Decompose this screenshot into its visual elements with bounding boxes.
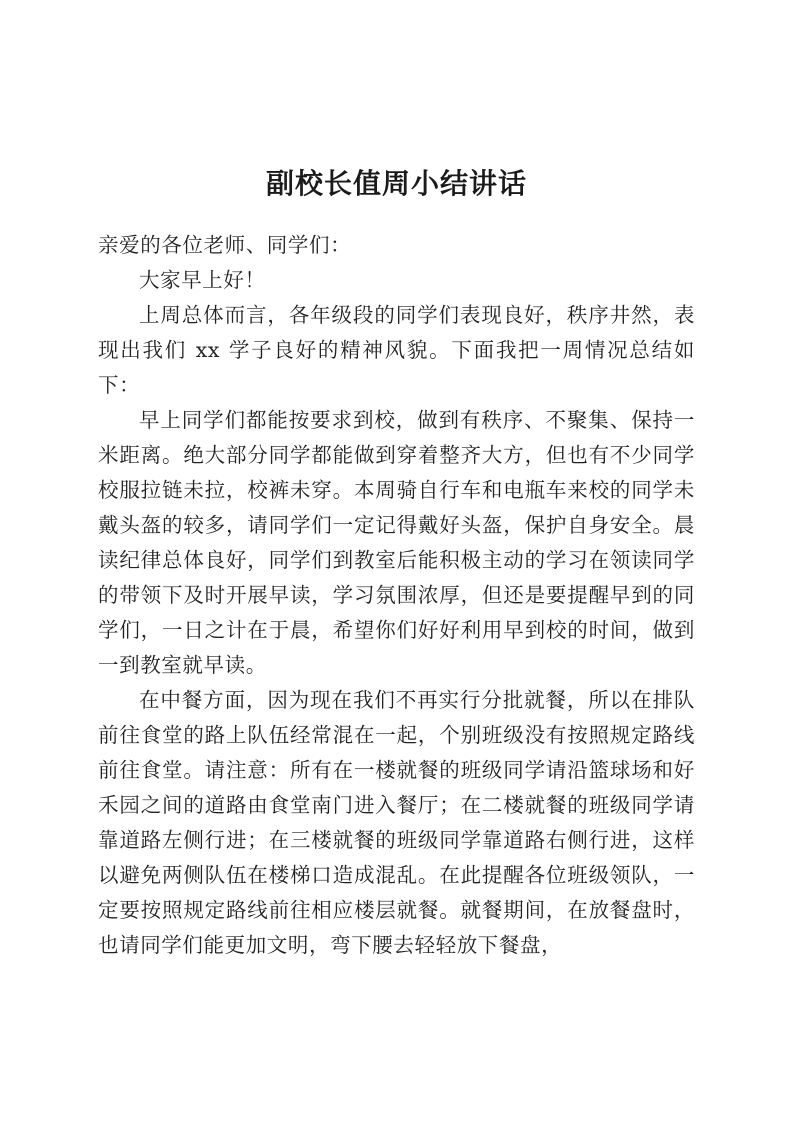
paragraph-greeting: 大家早上好！ <box>139 268 266 292</box>
document-body <box>98 228 695 963</box>
paragraph-salutation: 亲爱的各位老师、同学们： <box>98 233 352 257</box>
page-title: 副校长值周小结讲话 <box>265 166 527 200</box>
paragraph-morning-discipline: 早上同学们都能按要求到校，做到有秩序、不聚集、保持一米距离。绝大部分同学都能做到穿着整齐大方，但也有不少同学校服拉链未拉，校裤未穿。本周骑自行车和电瓶车来校的同学未戴头盔的较多，请同学们一定记得戴好头盔，保护自身安全。晨读纪律总体良好，同学们到教室后能积极主动的学习在领读同学的带领下及时开展早读，学习氛围浓厚，但还是要提醒早到的同学们，一日之计在于晨，希望你们好好利用早到校的时间，做到一到教室就早读。 <box>98 408 695 677</box>
paragraph-intro: 上周总体而言，各年级段的同学们表现良好，秩序井然，表现出我们 xx 学子良好的精神风貌。下面我把一周情况总结如下： <box>98 303 695 397</box>
paragraph-lunch-arrangements: 在中餐方面，因为现在我们不再实行分批就餐，所以在排队前往食堂的路上队伍经常混在一起，个别班级没有按照规定路线前往食堂。请注意：所有在一楼就餐的班级同学请沿篮球场和好禾园之间的道路由食堂南门进入餐厅；在二楼就餐的班级同学请靠道路左侧行进；在三楼就餐的班级同学靠道路右侧行进，这样以避免两侧队伍在楼梯口造成混乱。在此提醒各位班级领队，一定要按照规定路线前往相应楼层就餐。就餐期间，在放餐盘时，也请同学们能更加文明，弯下腰去轻轻放下餐盘， <box>98 688 695 957</box>
